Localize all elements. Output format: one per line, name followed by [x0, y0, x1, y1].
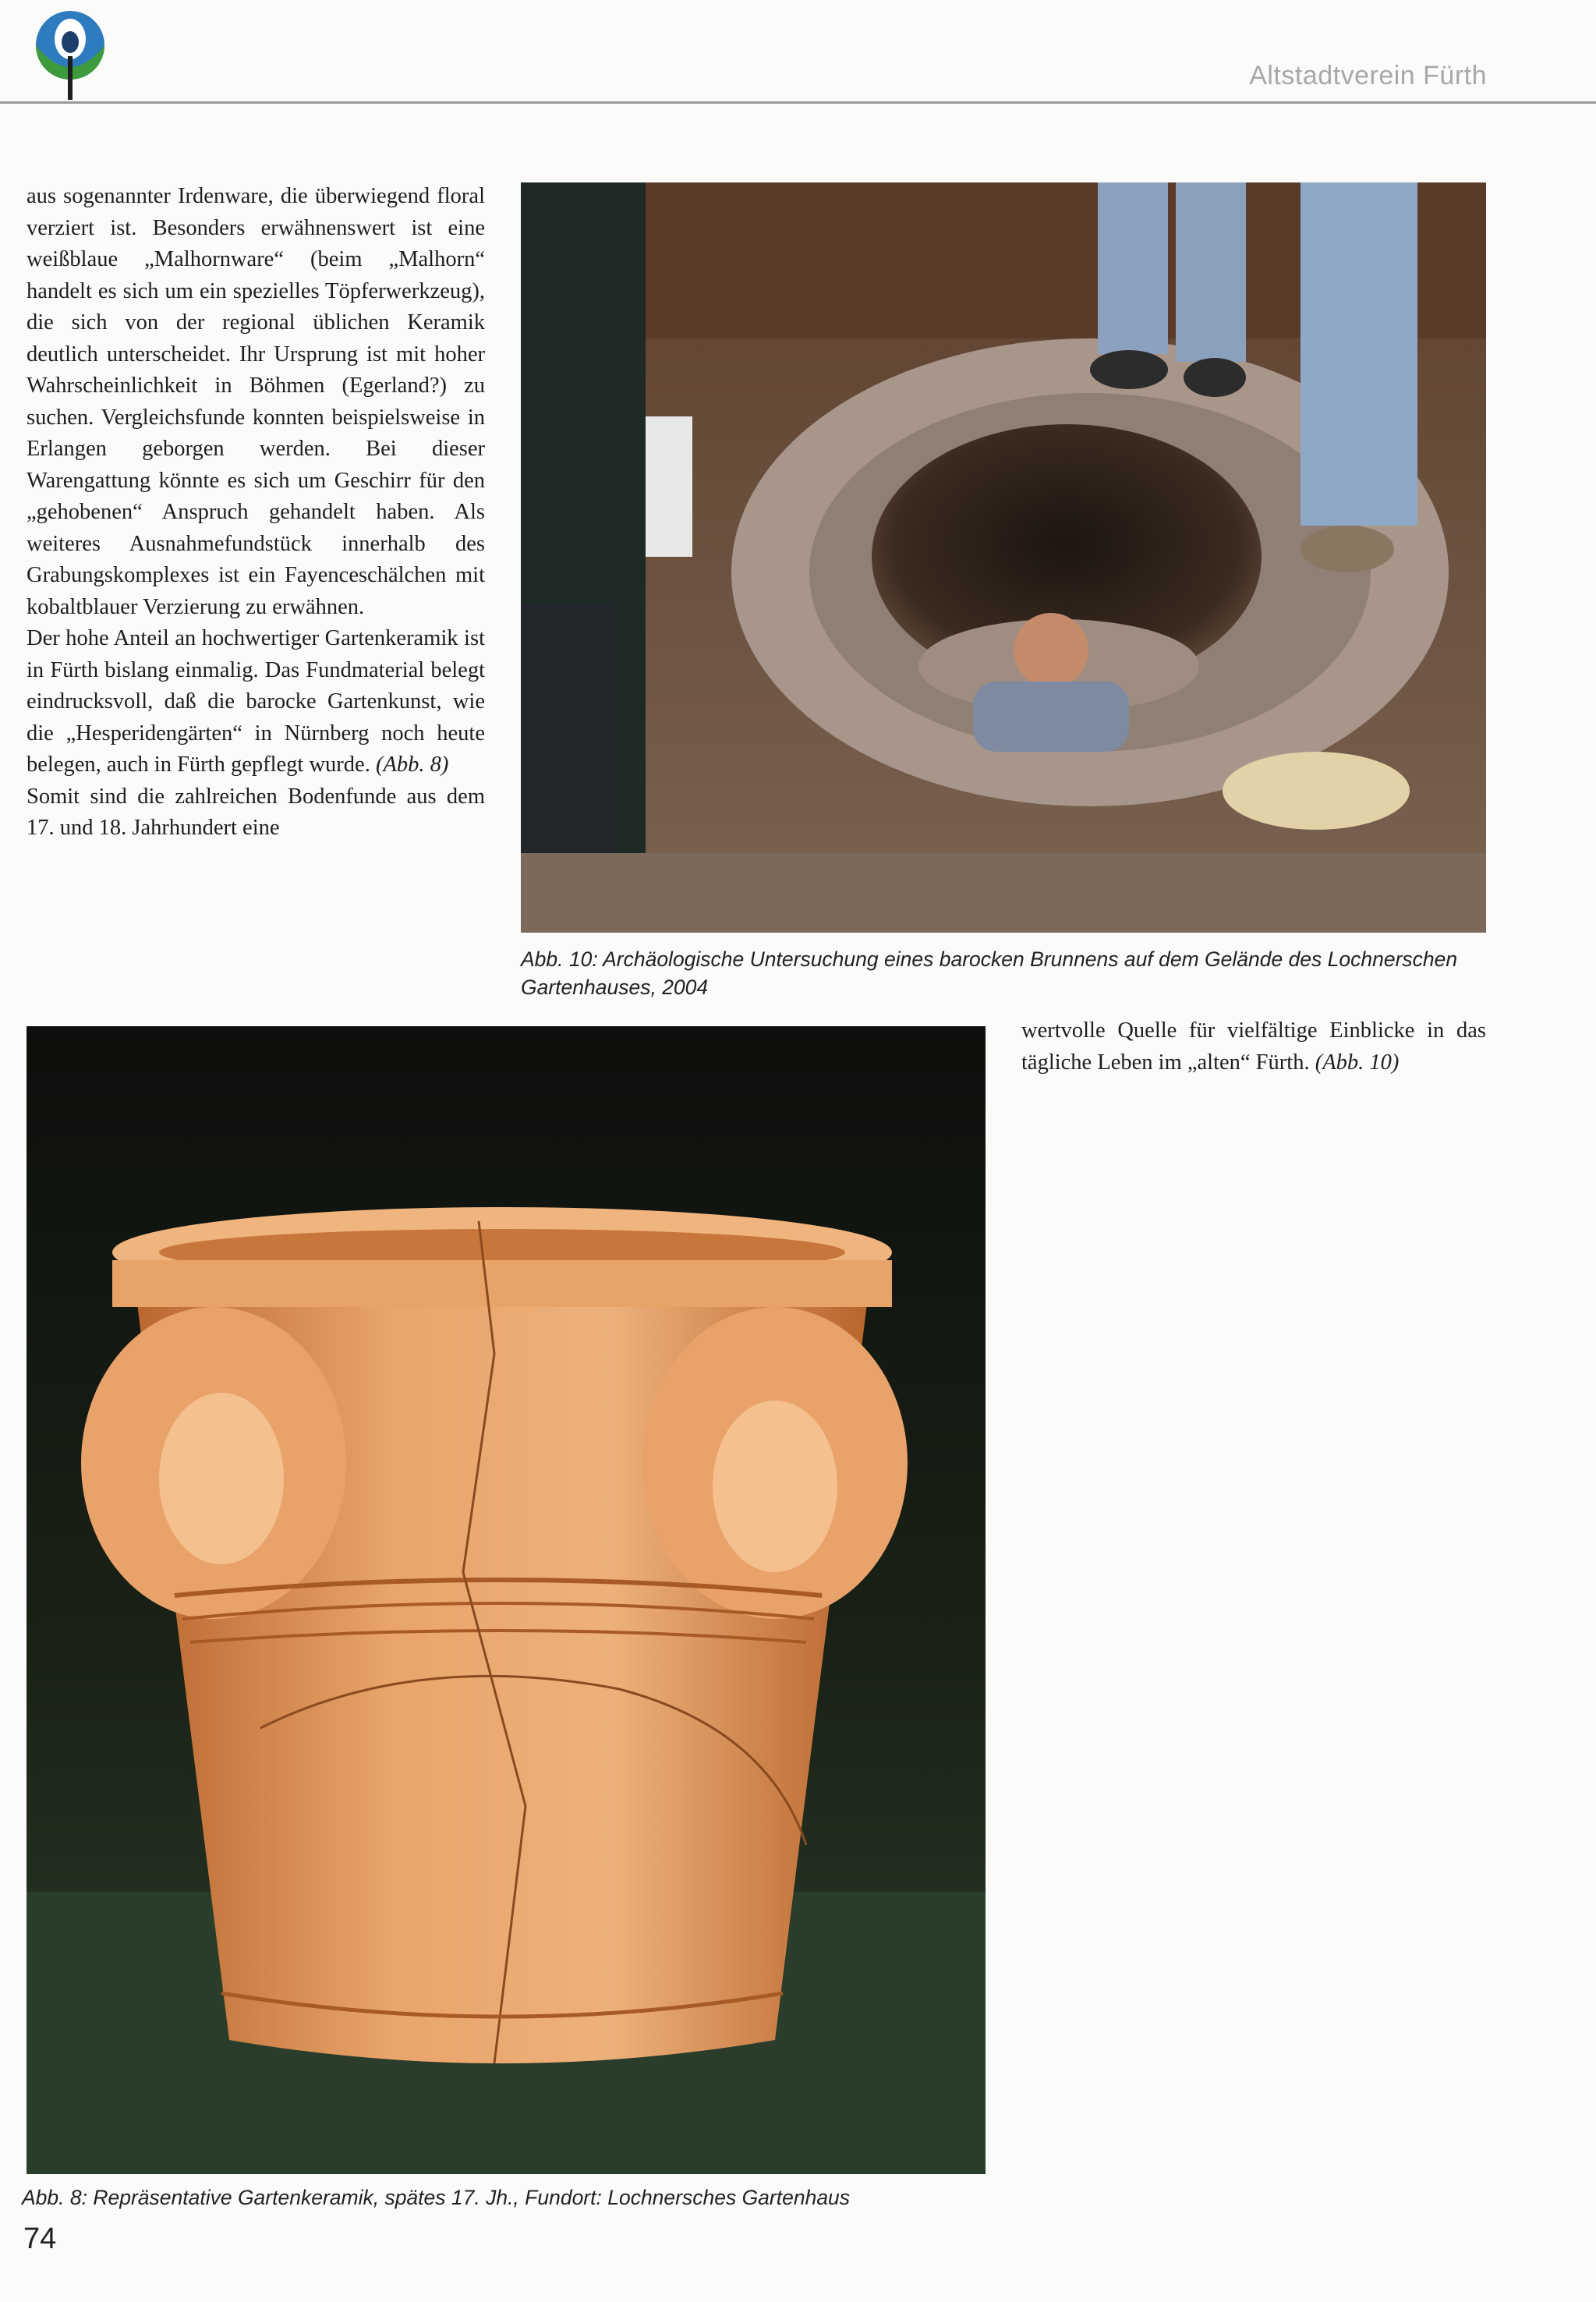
paragraph-malhornware: aus sogenannter Irdenware, die überwiegend floral verziert ist. Besonders erwähnenswert ist eine weißblaue „Malhornware“ (beim „Malhorn“ handelt es sich um ein spezielles Töpferwerkzeug), die sich von der regional üblichen Keramik deutlich unterscheidet. Ihr Ursprung ist mit hoher Wahrscheinlichkeit in Böhmen (Egerland?) zu suchen. Vergleichsfunde konnten beispielsweise in Erlangen geborgen werden. Bei dieser Warengattung könnte es sich um Geschirr für den „gehobenen“ Anspruch gehandelt haben. Als weiteres Ausnahmefundstück innerhalb des Grabungskomplexes ist ein Fayenceschälchen mit kobaltblauer Verzierung zu erwähnen. [27, 184, 485, 619]
caption-abb-10: Abb. 10: Archäologische Untersuchung eines barocken Brunnens auf dem Gelände des Lochnerschen Gartenhauses, 2004 [521, 947, 1458, 999]
figure-reference-abb-8: (Abb. 8) [375, 753, 449, 777]
page-number: 74 [23, 2222, 57, 2255]
paragraph-bodenfunde-end [1021, 1015, 1486, 1078]
header-divider [0, 101, 1596, 104]
caption-abb-8: Abb. 8: Repräsentative Gartenkeramik, spätes 17. Jh., Fundort: Lochnersches Gartenhaus [22, 2186, 851, 2209]
organization-name: Altstadtverein Fürth [1249, 61, 1487, 90]
paragraph-bodenfunde-end-text: wertvolle Quelle für vielfältige Einblicke in das tägliche Leben im „alten“ Fürth. [1021, 1018, 1486, 1075]
altstadtverein-logo-icon [31, 9, 109, 101]
right-text-column [1021, 1015, 1486, 1078]
well-excavation-photo [521, 182, 1486, 933]
paragraph-bodenfunde-start: Somit sind die zahlreichen Bodenfunde aus dem 17. und 18. Jahrhundert eine [27, 784, 485, 840]
paragraph-gartenkeramik-text: Der hohe Anteil an hochwertiger Gartenkeramik ist in Fürth bislang einmalig. Das Fundmaterial belegt eindrucksvoll, daß die barocke Gartenkunst, wie die „Hesperidengärten“ in Nürnberg noch heute belegen, auch in Fürth gepflegt wurde. [27, 626, 485, 777]
paragraph-gartenkeramik [27, 623, 485, 781]
left-text-column [27, 181, 485, 845]
garden-ceramic-photo [27, 1026, 986, 2174]
figure-reference-abb-10: (Abb. 10) [1315, 1050, 1400, 1075]
